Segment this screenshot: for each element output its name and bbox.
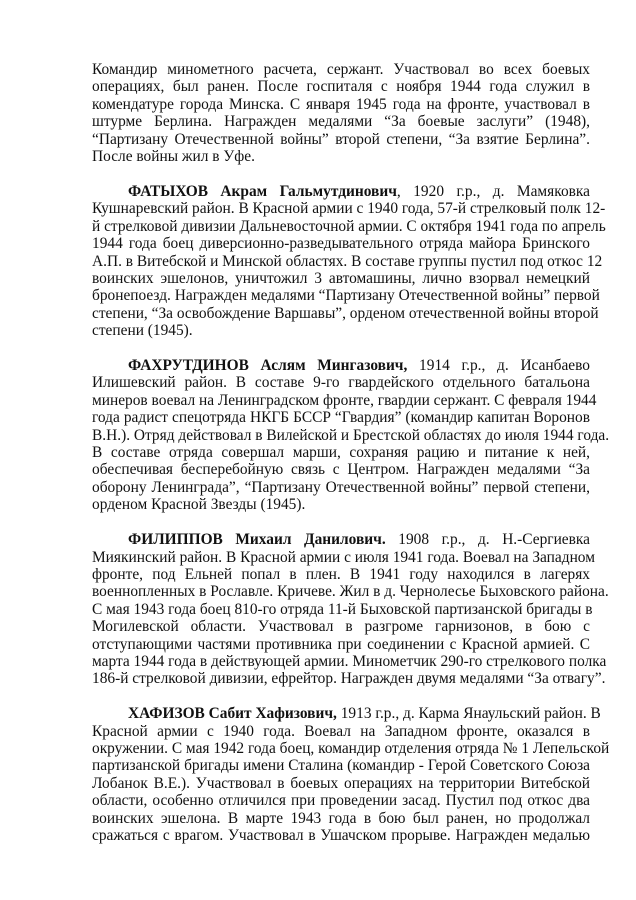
text-line — [92, 444, 590, 461]
line-text: обеспечивая бесперебойную связь с Центром. Награжден медалями “За — [92, 461, 590, 479]
text-line — [92, 357, 590, 374]
line-text: оборону Ленинграда”, “Партизану Отечественной войны” первой степени, — [92, 478, 590, 496]
line-text: бронепоезд. Награжден медалями “Партизану Отечественной войны” первой — [92, 287, 600, 305]
line-text: окружении. С мая 1942 года боец, командир отделения отряда № 1 Лепельской — [92, 740, 610, 758]
text-line — [92, 96, 590, 113]
line-text: Лобанок В.Е.). Участвовал в боевых операциях на территории Витебской — [92, 774, 590, 792]
text-line — [92, 391, 597, 409]
line-text: С мая 1943 года боец 810-го отряда 11-й Быховской партизанской бригады в — [92, 600, 593, 618]
line-text: орденом Красной Звезды (1945). — [92, 496, 306, 514]
text-line — [92, 705, 601, 723]
paragraph-gap — [92, 514, 590, 532]
text-line — [92, 583, 609, 601]
person-name: ФИЛИППОВ Михаил Данилович. — [128, 531, 386, 549]
text-line — [92, 636, 590, 653]
text-line — [92, 200, 606, 218]
text-line — [92, 113, 590, 130]
paragraph-gap — [92, 165, 590, 183]
line-text: Кушнаревский район. В Красной армии с 1940 года, 57-й стрелковый полк 12- — [92, 200, 606, 218]
line-text: операциях, был ранен. После госпиталя с ноября 1944 года служил в — [92, 78, 590, 96]
line-text: , 1920 г.р., д. Мамяковка — [396, 182, 590, 200]
line-text: Могилевской области. Участвовал в разгроме гарнизонов, в бою с — [92, 618, 590, 636]
text-line — [92, 287, 600, 305]
text-line — [92, 670, 606, 688]
text-line — [92, 374, 590, 391]
text-line — [92, 810, 590, 827]
line-text: “Партизану Отечественной войны” второй степени, “За взятие Берлина”. — [92, 130, 590, 148]
line-text: 186-й стрелковой дивизии, ефрейтор. Награжден двумя медалями “За отвагу”. — [92, 670, 606, 688]
line-text: 1908 г.р., д. Н.-Сергиевка — [385, 531, 590, 549]
biography-paragraph — [92, 531, 609, 688]
text-line — [92, 217, 606, 235]
line-text: марта 1944 года в действующей армии. Минометчик 290-го стрелкового полка — [92, 652, 607, 670]
line-text: 1944 года боец диверсионно-разведывательного отряда майора Бринского — [92, 235, 590, 253]
text-line — [92, 461, 590, 478]
text-line — [92, 723, 590, 740]
line-text: Командир минометного расчета, сержант. Участвовал во всех боевых — [92, 61, 590, 78]
text-line — [92, 148, 590, 165]
biography-paragraph — [92, 705, 610, 844]
line-text: й стрелковой дивизии Дальневосточной армии. С октября 1941 года по апрель — [92, 217, 606, 235]
text-line — [92, 270, 590, 287]
line-text: После войны жил в Уфе. — [92, 147, 255, 165]
line-text: сражаться с врагом. Участвовал в Ушачском прорыве. Награжден медалью — [92, 827, 590, 844]
line-text: степени (1945). — [92, 322, 193, 340]
line-text: Красной армии с 1940 года. Воевал на Западном фронте, оказался в — [92, 722, 590, 740]
biography-paragraph — [92, 182, 606, 340]
line-text: штурме Берлина. Награжден медалями “За боевые заслуги” (1948), — [92, 113, 590, 131]
text-line — [92, 652, 607, 670]
text-line — [92, 775, 590, 792]
text-line — [92, 600, 593, 618]
person-name: ФАТЫХОВ Акрам Гальмутдинович — [128, 182, 397, 200]
line-text: 1914 г.р., д. Исанбаево — [407, 357, 590, 375]
person-name: ФАХРУТДИНОВ Аслям Мингазович, — [128, 357, 408, 375]
line-text: года радист спецотряда НКГБ БССР “Гвардия” (командир капитан Воронов — [92, 409, 590, 427]
text-line — [92, 479, 590, 496]
line-text: воинских эшелонов, уничтожил 3 автомашины, лично взорвал немецкий — [92, 269, 590, 287]
text-line — [92, 235, 590, 252]
line-text: А.П. в Витебской и Минской областях. В составе группы пустил под откос 12 — [92, 252, 603, 270]
line-text: фронте, под Ельней попал в плен. В 1941 году находился в лагерях — [92, 565, 590, 583]
line-text: комендатуре города Минска. С января 1945 года на фронте, участвовал в — [92, 95, 590, 113]
text-line — [92, 531, 590, 548]
line-text: В.Н.). Отряд действовал в Вилейской и Брестской областях до июля 1944 года. — [92, 426, 610, 444]
text-line — [92, 183, 590, 200]
line-text: степени, “За освобождение Варшавы”, орденом отечественной войны второй — [92, 304, 599, 322]
paragraph-gap — [92, 339, 590, 357]
line-text: партизанской бригады имени Сталина (командир - Герой Советского Союза — [92, 757, 590, 775]
text-line — [92, 496, 590, 513]
line-text: области, особенно отличился при проведении засад. Пустил под откос два — [92, 792, 590, 810]
line-text: Илишевский район. В составе 9-го гвардейского отдельного батальона — [92, 374, 590, 392]
line-text: военнопленных в Рославле. Кричеве. Жил в д. Чернолесье Быховского района. — [92, 583, 609, 601]
biography-paragraph — [92, 357, 610, 514]
text-line — [92, 252, 603, 270]
text-line — [92, 618, 590, 635]
biography-paragraph — [92, 61, 590, 165]
line-text: отступающими частями противника при соединении с Красной армией. С — [92, 635, 590, 653]
text-line — [92, 426, 610, 444]
line-text: Миякинский район. В Красной армии с июля 1941 года. Воевал на Западном — [92, 548, 595, 566]
text-line — [92, 757, 590, 774]
text-line — [92, 548, 595, 566]
line-text: В составе отряда совершал марши, сохраняя рацию и питание к ней, — [92, 444, 590, 461]
line-text: 1913 г.р., д. Карма Янаульский район. В — [336, 705, 601, 723]
text-line — [92, 566, 590, 583]
paragraph-gap — [92, 688, 590, 706]
text-line — [92, 792, 590, 809]
text-line — [92, 827, 590, 844]
document-page — [92, 61, 610, 844]
line-text: воинских эшелона. В марте 1943 года в бою был ранен, но продолжал — [92, 809, 590, 827]
text-line — [92, 322, 590, 339]
person-name: ХАФИЗОВ Сабит Хафизович, — [128, 705, 337, 723]
text-line — [92, 131, 590, 148]
text-line — [92, 78, 590, 95]
text-line — [92, 61, 590, 78]
text-line — [92, 304, 599, 322]
text-line — [92, 740, 610, 758]
text-line — [92, 409, 590, 426]
line-text: минеров воевал на Ленинградском фронте, гвардии сержант. С февраля 1944 — [92, 391, 597, 409]
